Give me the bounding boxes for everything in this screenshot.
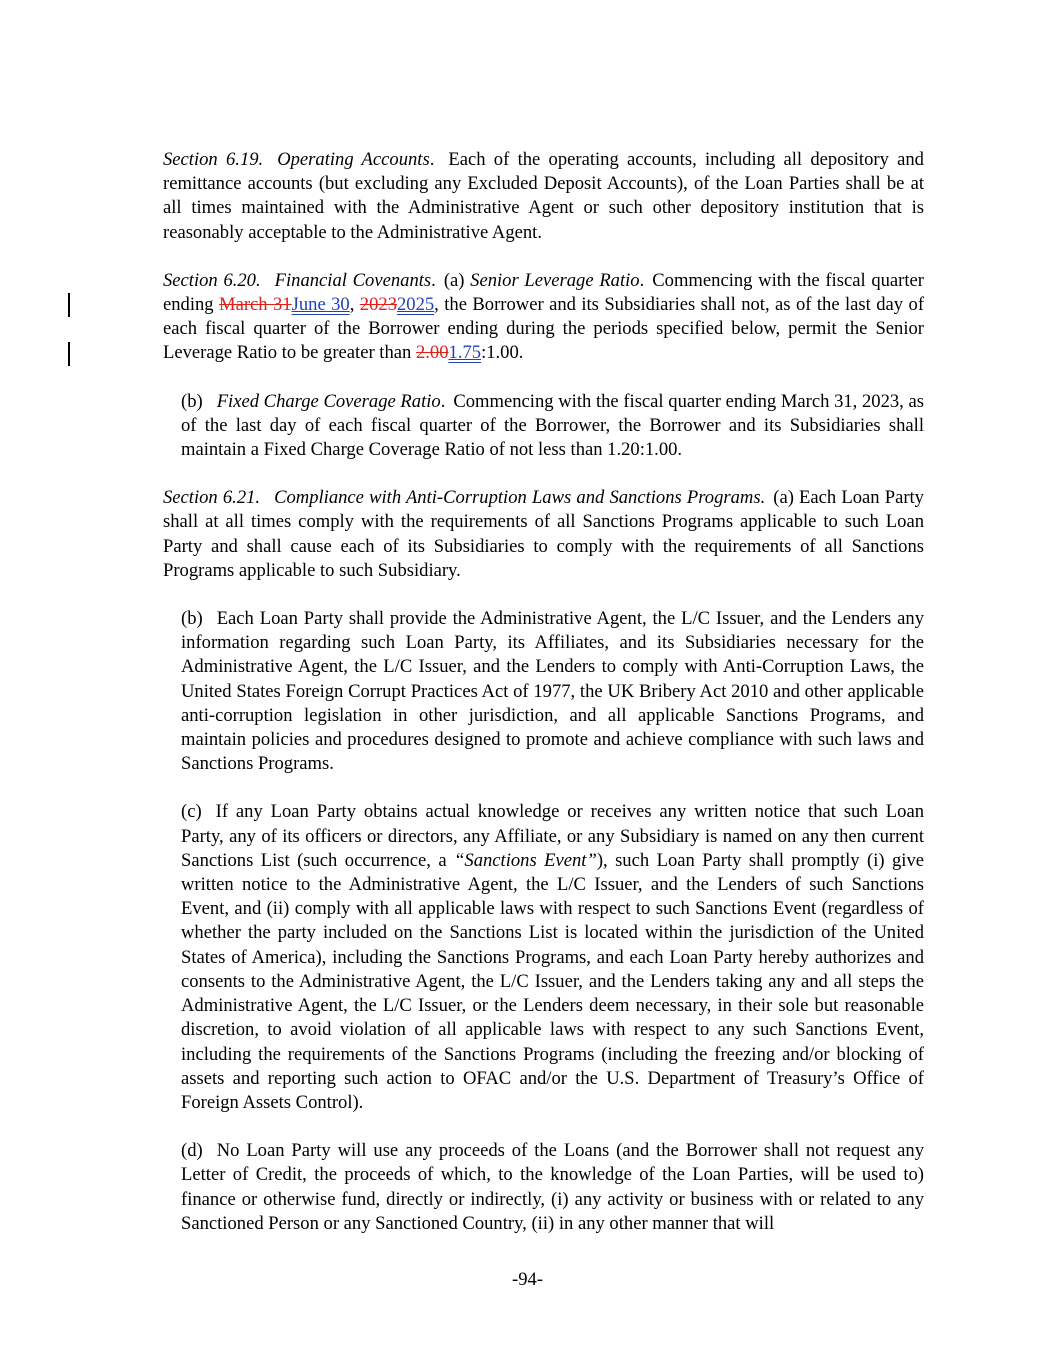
clause-text: Commencing with the fiscal quarter ending [163,269,924,316]
clause-marker: (a) [443,269,465,291]
inserted-text: 2025 [396,294,435,316]
section-6-19: Section 6.19. Operating Accounts. Each of the operating accounts, including all depository and remittance accounts (but excluding any Excluded Deposit Accounts), of the Loan Parties shall be at all times maintained with the Administrative Agent or such other depository institution that is reasonably acceptable to the Administrative Agent. [163,149,924,243]
section-title: Financial Covenants [274,269,432,291]
deleted-text: 2023 [359,294,397,316]
clause-text: , the Borrower and its Subsidiaries shall not, as of the last day of each fiscal quarter of the Borrower ending during the periods specified below, permit the Senior Leverage Ratio to be greater than [163,294,925,364]
section-6-21-a [124,486,924,583]
clause-marker: (d) [181,1140,203,1162]
section-number: Section 6.19. [163,149,264,170]
section-6-21-c [124,800,924,1115]
document-page [124,148,924,1260]
section-number: Section 6.20. [163,269,261,291]
deleted-text: 2.00 [415,342,449,364]
section-text: Each of the operating accounts, including all depository and remittance accounts (but excluding any Excluded Deposit Accounts), of the Loan Parties shall be at all times maintained with the Administrative Agent or such other depository institution that is reasonably acceptable to the Administrative Agent. [163,149,924,243]
clause-marker: (c) [181,801,202,823]
clause-marker: (b) [181,390,203,412]
inserted-text: June 30 [291,294,350,316]
section-number: Section 6.21. [163,487,261,509]
clause-text: Commencing with the fiscal quarter ending March 31, 2023, as of the last day of each fiscal quarter of the Borrower, the Borrower and its Subsidiaries shall maintain a Fixed Charge Coverage Ratio of not less than 1.20:1.00. [181,390,924,461]
clause-text: If any Loan Party obtains actual knowledge or receives any written notice that such Loan Party, any of its officers or directors, any Affiliate, or any Subsidiary is named on any then current Sanctions List (such occurrence, a [181,801,924,871]
clause-marker: (a) [773,487,794,509]
clause-title: Fixed Charge Coverage Ratio [216,390,441,412]
defined-term: “Sanctions Event” [454,849,597,871]
deleted-text: March 31 [219,294,292,316]
inserted-text: 1.75 [448,342,482,364]
clause-text: Each Loan Party shall provide the Administrative Agent, the L/C Issuer, and the Lenders any information regarding such Loan Party, its Affiliates, and its Subsidiaries necessary for the Administrative Agent, the L/C Issuer, and the Lenders to comply with Anti-Corruption Laws, the United States Foreign Corrupt Practices Act of 1977, the UK Bribery Act 2010 and other applicable anti-corruption legislation in other jurisdiction, and all applicable Sanctions Programs, and maintain policies and procedures designed to promote and achieve compliance with such laws and Sanctions Programs. [181,608,924,775]
section-6-20-b: (b) Fixed Charge Coverage Ratio. Commencing with the fiscal quarter ending March 31, 2023, as of the last day of each fiscal quarter of the Borrower, the Borrower and its Subsidiaries shall maintain a Fixed Charge Coverage Ratio of not less than 1.20:1.00. [181,390,924,461]
section-6-21-d [124,1139,924,1236]
section-6-20-a: Section 6.20. Financial Covenants. (a) Senior Leverage Ratio. Commencing with the fiscal quarter ending March 31June 30, 20232025, the Borrower and its Subsidiaries shall not, as of the last day of each fiscal quarter of the Borrower ending during the periods specified below, permit the Senior Leverage Ratio to be greater than 2.001.75:1.00. [163,269,925,364]
section-title: Compliance with Anti-Corruption Laws and Sanctions Programs. [274,487,766,509]
clause-text: Each Loan Party shall at all times comply with the requirements of all Sanctions Programs applicable to such Loan Party and shall cause each of its Subsidiaries to comply with the requirements of all Sanctions Programs applicable to such Subsidiary. [163,487,924,581]
clause-text: :1.00. [481,342,524,364]
section-title: Operating Accounts [277,149,430,170]
clause-title: Senior Leverage Ratio [470,269,640,291]
revision-bar [68,293,70,317]
revision-bar [68,342,70,366]
clause-text: ), such Loan Party shall promptly (i) give written notice to the Administrative Agent, the L/C Issuer, and the Lenders of such Sanctions Event, and (ii) comply with all applicable laws with respect to such Sanctions Event (regardless of whether the party included on the Sanctions List is located within the jurisdiction of the United States of America), including the Sanctions Programs, and each Loan Party hereby authorizes and consents to the Administrative Agent, the L/C Issuer, and the Lenders taking any and all steps the Administrative Agent, the L/C Issuer, or the Lenders deem necessary, in their sole but reasonable discretion, to avoid violation of all applicable laws with respect to any such Sanctions Event, including the requirements of the Sanctions Programs (including the freezing and/or blocking of assets and reporting such action to OFAC and/or the U.S. Department of Treasury’s Office of Foreign Assets Control). [181,849,924,1113]
clause-text: No Loan Party will use any proceeds of the Loans (and the Borrower shall not request any Letter of Credit, the proceeds of which, to the knowledge of the Loan Parties, will be used to) finance or otherwise fund, directly or indirectly, (i) any activity or business with or related to any Sanctioned Person or any Sanctioned Country, (ii) in any other manner that will [181,1140,924,1234]
page-number: -94- [512,1269,543,1290]
clause-marker: (b) [181,608,203,630]
section-6-21-b [124,607,924,776]
